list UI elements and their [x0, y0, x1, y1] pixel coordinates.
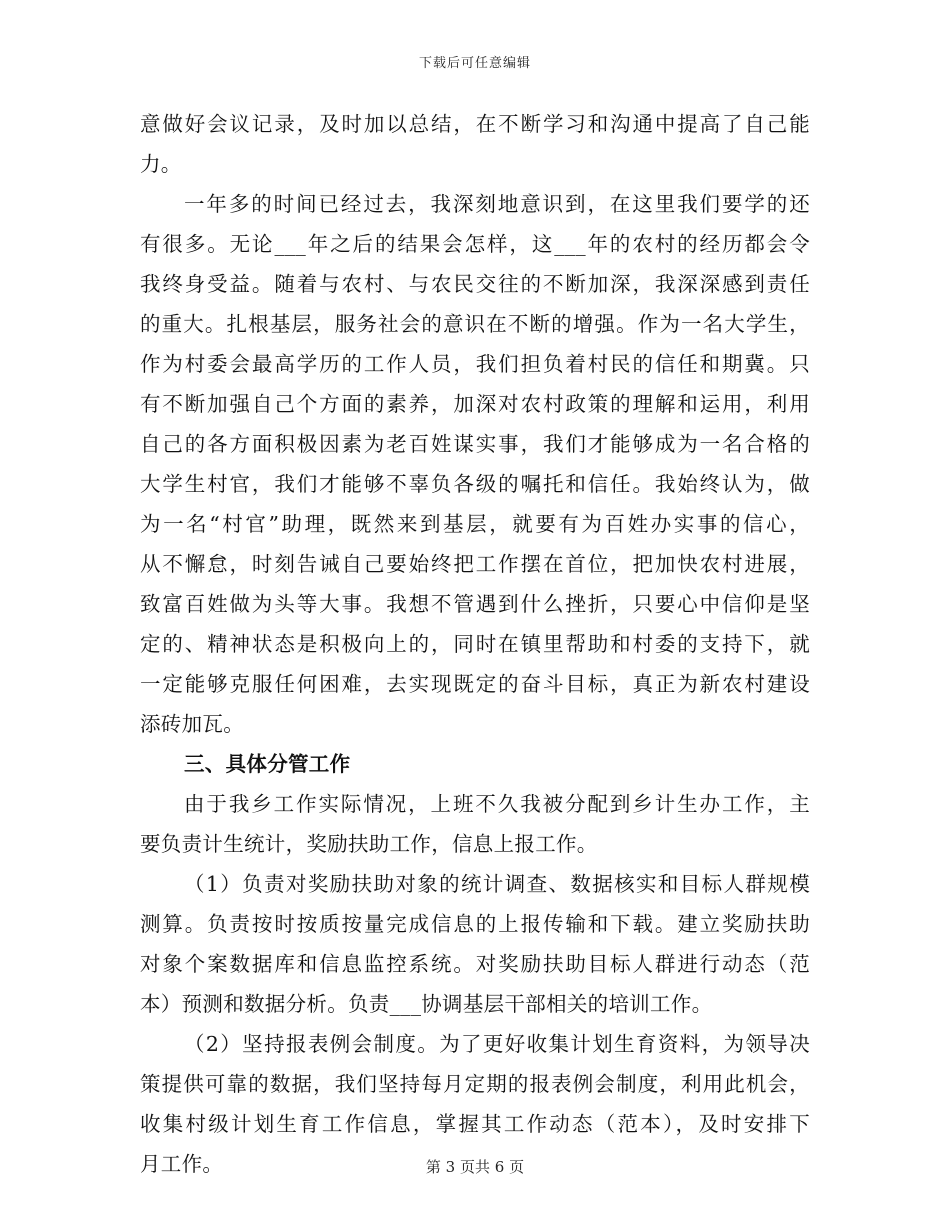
page-header: 下载后可任意编辑	[418, 56, 531, 71]
text-line: 测算。负责按时按质按量完成信息的上报传输和下载。建立奖励扶助	[140, 912, 810, 936]
text-line: 月工作。	[140, 1152, 224, 1176]
text-line: 一定能够克服任何困难，去实现既定的奋斗目标，真正为新农村建设	[140, 672, 810, 696]
text-line: 策提供可靠的数据，我们坚持每月定期的报表例会制度，利用此机会，	[140, 1072, 810, 1096]
text-line: （2）坚持报表例会制度。为了更好收集计划生育资料，为领导决	[184, 1032, 810, 1056]
text-line: （1）负责对奖励扶助对象的统计调查、数据核实和目标人群规模	[184, 872, 810, 896]
text-line: 由于我乡工作实际情况，上班不久我被分配到乡计生办工作，主	[184, 792, 810, 816]
text-line: 意做好会议记录，及时加以总结，在不断学习和沟通中提高了自己能	[140, 112, 810, 136]
text-line: 我终身受益。随着与农村、与农民交往的不断加深，我深深感到责任	[140, 272, 810, 296]
text-line: 定的、精神状态是积极向上的，同时在镇里帮助和村委的支持下，就	[140, 632, 810, 656]
body-text	[140, 104, 810, 1184]
text-line: 致富百姓做为头等大事。我想不管遇到什么挫折，只要心中信仰是坚	[140, 592, 810, 616]
text-line: 自己的各方面积极因素为老百姓谋实事，我们才能够成为一名合格的	[140, 432, 810, 456]
text-line: 力。	[140, 152, 182, 176]
text-line: 一年多的时间已经过去，我深刻地意识到，在这里我们要学的还	[184, 192, 810, 216]
text-line: 对象个案数据库和信息监控系统。对奖励扶助目标人群进行动态（范	[140, 952, 810, 976]
section-heading: 三、具体分管工作	[184, 752, 351, 776]
text-line: 收集村级计划生育工作信息，掌握其工作动态（范本），及时安排下	[140, 1112, 810, 1136]
page-footer: 第 3 页共 6 页	[425, 1158, 525, 1176]
text-line: 的重大。扎根基层，服务社会的意识在不断的增强。作为一名大学生，	[140, 312, 810, 336]
text-line: 本）预测和数据分析。负责___协调基层干部相关的培训工作。	[140, 992, 713, 1016]
text-line: 作为村委会最高学历的工作人员，我们担负着村民的信任和期冀。只	[140, 352, 810, 376]
text-line: 有很多。无论___年之后的结果会怎样，这___年的农村的经历都会令	[140, 232, 810, 256]
text-line: 添砖加瓦。	[140, 712, 244, 736]
text-line: 有不断加强自己个方面的素养，加深对农村政策的理解和运用，利用	[140, 392, 810, 416]
text-line: 为一名“村官”助理，既然来到基层，就要有为百姓办实事的信心，	[140, 512, 810, 536]
text-line: 要负责计生统计，奖励扶助工作，信息上报工作。	[140, 832, 598, 856]
text-line: 从不懈怠，时刻告诫自己要始终把工作摆在首位，把加快农村进展，	[140, 552, 810, 576]
text-line: 大学生村官，我们才能够不辜负各级的嘱托和信任。我始终认为，做	[140, 472, 810, 496]
